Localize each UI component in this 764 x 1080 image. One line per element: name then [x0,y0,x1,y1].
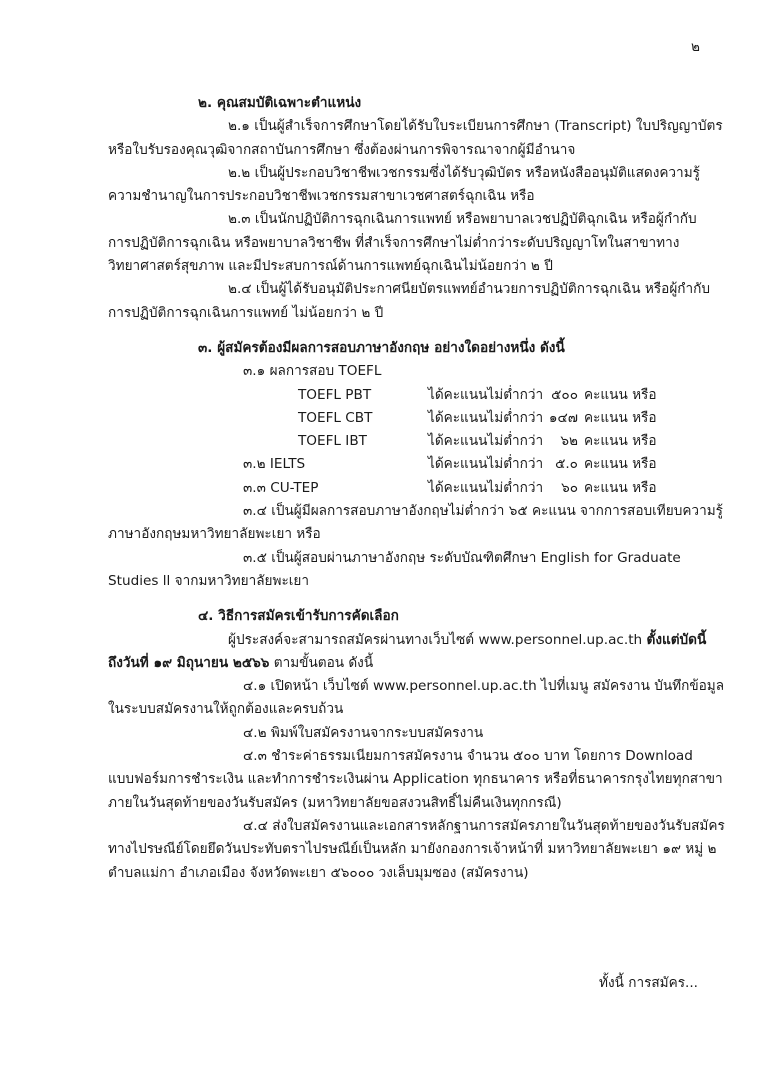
section-4-step-4-line-2: ทางไปรษณีย์โดยยึดวันประทับตราไปรษณีย์เป็นหลัก มายังกองการเจ้าหน้าที่ มหาวิทยาลัยพะเยา ๑๙ หมู่ ๒ [108,841,717,858]
section-2-item-4-line-1: ๒.๔ เป็นผู้ได้รับอนุมัติประกาศนียบัตรแพทย์อำนวยการปฏิบัติการฉุกเฉิน หรือผู้กำกับ [228,281,711,298]
score-row-value: ๕๐๐ [551,386,578,403]
section-4-step-1-line-1: ๔.๑ เปิดหน้า เว็บไซต์ www.personnel.up.ac.th ไปที่เมนู สมัครงาน บันทึกข้อมูล [243,678,725,695]
toefl-label: ๓.๑ ผลการสอบ TOEFL [243,363,382,380]
section-4-step-3-line-1: ๔.๓ ชำระค่าธรรมเนียมการสมัครงาน จำนวน ๕๐๐ บาท โดยการ Download [243,748,693,765]
section-3-item-4-line-1: ๓.๔ เป็นผู้มีผลการสอบภาษาอังกฤษไม่ต่ำกว่า ๖๕ คะแนน จากการสอบเทียบความรู้ [243,503,723,520]
section-3-item-5-line-2: Studies ll จากมหาวิทยาลัยพะเยา [108,572,309,589]
section-3-item-4-line-2: ภาษาอังกฤษมหาวิทยาลัยพะเยา หรือ [108,526,321,543]
section-4-intro-line-2 [108,652,698,675]
score-row-value: ๑๔๗ [548,409,578,426]
page-number: ๒ [691,39,700,55]
score-row-tail: คะแนน หรือ [584,456,657,473]
score-row-tail: คะแนน หรือ [584,409,657,426]
score-row-value: ๖๒ [560,433,578,450]
section-4-step-2: ๔.๒ พิมพ์ใบสมัครงานจากระบบสมัครงาน [243,724,484,741]
score-row-tail: คะแนน หรือ [584,479,657,496]
section-2-item-3-line-2: การปฏิบัติการฉุกเฉิน หรือพยาบาลวิชาชีพ ที่สำเร็จการศึกษาไม่ต่ำกว่าระดับปริญญาโทในสาขาทาง [108,234,680,251]
score-row-tail: คะแนน หรือ [584,386,657,403]
score-row-requirement: ได้คะแนนไม่ต่ำกว่า [428,433,544,450]
score-row-label: TOEFL IBT [298,433,367,450]
score-row-label: TOEFL PBT [298,386,372,403]
score-row-requirement: ได้คะแนนไม่ต่ำกว่า [428,479,544,496]
score-row-requirement: ได้คะแนนไม่ต่ำกว่า [428,456,544,473]
score-row-requirement: ได้คะแนนไม่ต่ำกว่า [428,386,544,403]
score-row-tail: คะแนน หรือ [584,433,657,450]
score-row-ielts [108,453,698,476]
score-row-label: TOEFL CBT [298,409,373,426]
section-4-intro-tail: ตามขั้นตอน ดังนี้ [269,654,374,671]
section-4-step-4-line-3: ตำบลแม่กา อำเภอเมือง จังหวัดพะเยา ๕๖๐๐๐ วงเล็บมุมซอง (สมัครงาน) [108,864,529,881]
section-4-heading: ๔. วิธีการสมัครเข้ารับการคัดเลือก [198,608,399,625]
section-4-step-3-line-2: แบบฟอร์มการชำระเงิน และทำการชำระเงินผ่าน Application ทุกธนาคาร หรือที่ธนาคารกรุงไทยทุกสาขา [108,771,723,788]
score-row-value: ๖๐ [561,479,578,496]
continuation-text: ทั้งนี้ การสมัคร... [599,975,698,991]
score-row-toefl-cbt [108,407,698,430]
section-4-intro-text: ผู้ประสงค์จะสามารถสมัครผ่านทางเว็บไซต์ www.personnel.up.ac.th [228,631,647,648]
section-2-item-2-line-2: ความชำนาญในการประกอบวิชาชีพเวชกรรมสาขาเวชศาสตร์ฉุกเฉิน หรือ [108,188,535,205]
section-2-item-3-line-1: ๒.๓ เป็นนักปฏิบัติการฉุกเฉินการแพทย์ หรือพยาบาลเวชปฏิบัติฉุกเฉิน หรือผู้กำกับ [228,211,697,228]
section-2-item-1-line-1: ๒.๑ เป็นผู้สำเร็จการศึกษาโดยได้รับใบระเบียนการศึกษา (Transcript) ใบปริญญาบัตร [228,118,723,135]
section-4-step-3-line-3: ภายในวันสุดท้ายของวันรับสมัคร (มหาวิทยาลัยขอสงวนสิทธิ์ไม่คืนเงินทุกกรณี) [108,794,562,811]
section-2-item-1-line-2: หรือใบรับรองคุณวุฒิจากสถาบันการศึกษา ซึ่งต้องผ่านการพิจารณาจากผู้มีอำนาจ [108,141,576,158]
section-2-item-2-line-1: ๒.๒ เป็นผู้ประกอบวิชาชีพเวชกรรมซึ่งได้รับวุฒิบัตร หรือหนังสืออนุมัติแสดงความรู้ [228,164,700,181]
score-row-requirement: ได้คะแนนไม่ต่ำกว่า [428,409,544,426]
section-2-item-3-line-3: วิทยาศาสตร์สุขภาพ และมีประสบการณ์ด้านการแพทย์ฉุกเฉินไม่น้อยกว่า ๒ ปี [108,258,553,275]
score-row-cutep [108,477,698,500]
section-3-heading: ๓. ผู้สมัครต้องมีผลการสอบภาษาอังกฤษ อย่างใดอย่างหนึ่ง ดังนี้ [198,339,565,356]
score-row-label: ๓.๓ CU-TEP [243,479,319,496]
section-4-step-1-line-2: ในระบบสมัครงานให้ถูกต้องและครบถ้วน [108,701,344,718]
document-body [108,92,725,885]
section-4-intro-date-end: ถึงวันที่ ๑๙ มิถุนายน ๒๕๖๖ [108,654,270,671]
section-3-item-5-line-1: ๓.๕ เป็นผู้สอบผ่านภาษาอังกฤษ ระดับบัณฑิตศึกษา English for Graduate [243,549,681,566]
section-4-intro-line-1 [108,629,707,652]
score-row-toefl-ibt [108,430,698,453]
section-4-intro-date-start: ตั้งแต่บัดนี้ [646,631,707,648]
section-4-step-4-line-1: ๔.๔ ส่งใบสมัครงานและเอกสารหลักฐานการสมัครภายในวันสุดท้ายของวันรับสมัคร [243,817,725,834]
score-row-toefl-pbt [108,384,698,407]
score-row-value: ๕.๐ [555,456,578,473]
score-row-label: ๓.๒ IELTS [243,456,306,473]
section-2-item-4-line-2: การปฏิบัติการฉุกเฉินการแพทย์ ไม่น้อยกว่า ๒ ปี [108,304,384,321]
section-2-heading: ๒. คุณสมบัติเฉพาะตำแหน่ง [198,95,362,111]
